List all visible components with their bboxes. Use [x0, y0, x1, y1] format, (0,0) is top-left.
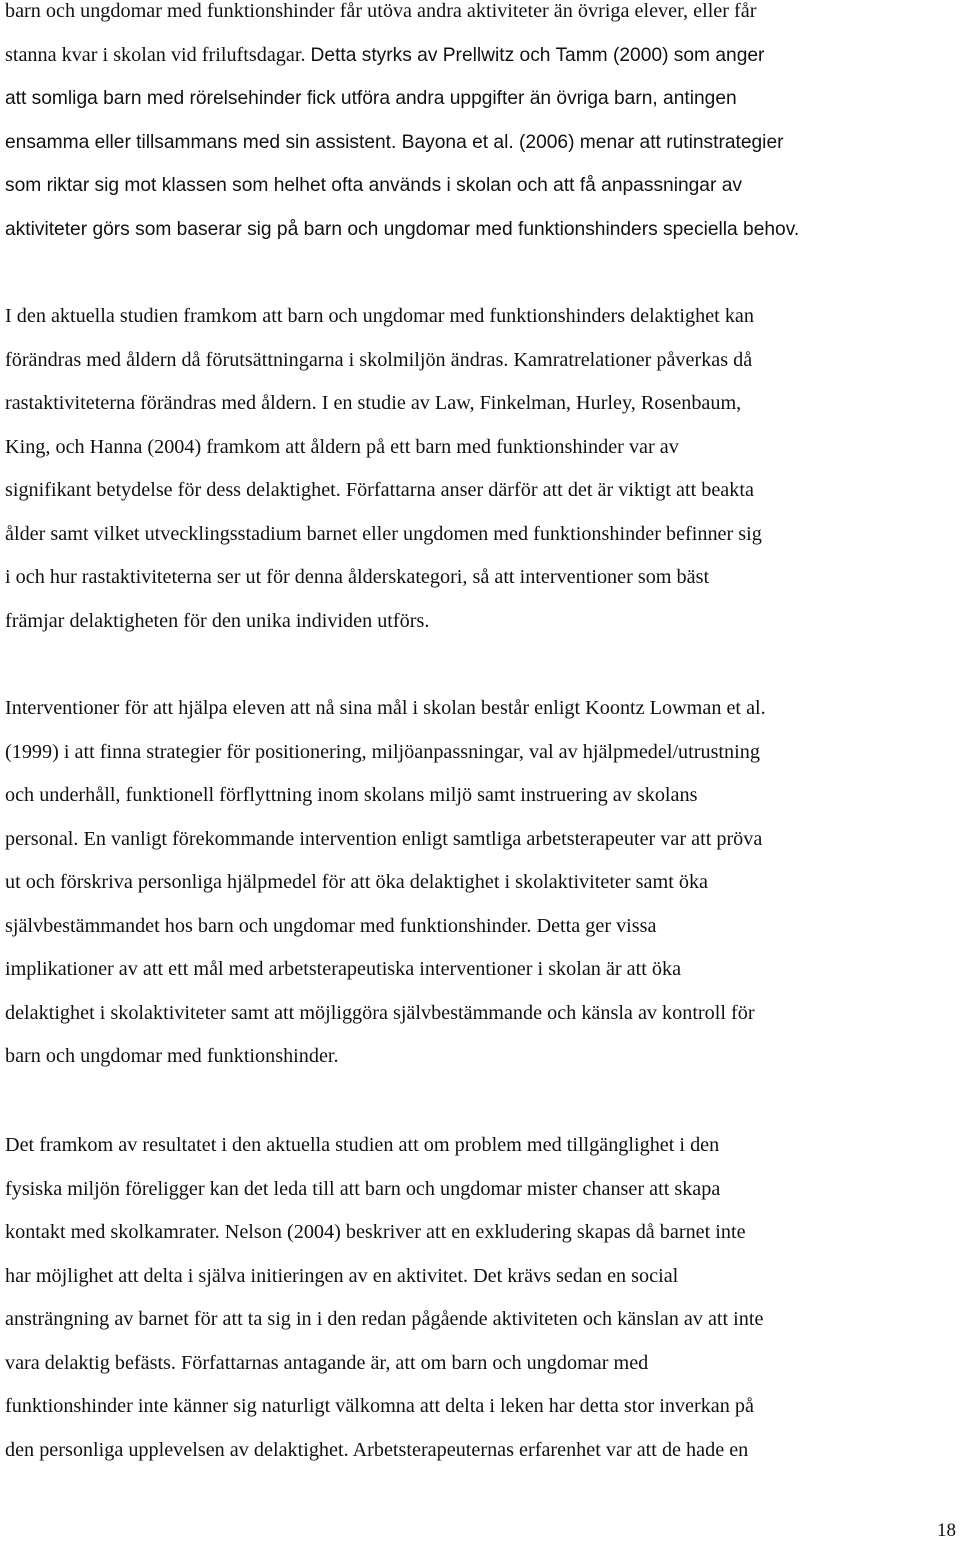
text-line: [5, 774, 955, 818]
text-segment: den personliga upplevelsen av delaktighet. Arbetsterapeuternas erfarenhet var att de hade en: [5, 1438, 749, 1461]
paragraph-2: [5, 295, 955, 643]
text-segment: delaktighet i skolaktiviteter samt att möjliggöra självbestämmande och känsla av kontroll för: [5, 1001, 755, 1024]
text-line: [5, 339, 955, 383]
text-line: [5, 1342, 955, 1386]
text-segment: ansträngning av barnet för att ta sig in i den redan pågående aktiviteten och känslan av att inte: [5, 1308, 764, 1330]
text-line: [5, 77, 955, 121]
text-segment: I den aktuella studien framkom att barn och ungdomar med funktionshinders delaktighet kan: [5, 305, 754, 327]
text-segment: kontakt med skolkamrater. Nelson (2004) beskriver att en exkludering skapas då barnet inte: [5, 1221, 746, 1243]
text-segment: signifikant betydelse för dess delaktighet. Författarna anser därför att det är viktigt att beakta: [5, 479, 754, 501]
text-segment: implikationer av att ett mål med arbetsterapeutiska interventioner i skolan är att öka: [5, 958, 682, 980]
paragraph-4: [5, 1124, 955, 1472]
text-line: [5, 992, 955, 1036]
text-segment: och underhåll, funktionell förflyttning inom skolans miljö samt instruering av skolans: [5, 784, 698, 806]
text-segment: fysiska miljön föreligger kan det leda till att barn och ungdomar mister chanser att skapa: [5, 1177, 721, 1200]
text-segment: (1999) i att finna strategier för positionering, miljöanpassningar, val av hjälpmedel/utrustning: [5, 740, 760, 763]
text-segment: i och hur rastaktiviteterna ser ut för denna ålderskategori, så att interventioner som bäst: [5, 566, 710, 588]
text-segment: ålder samt vilket utvecklingsstadium barnet eller ungdomen med funktionshinder befinner sig: [5, 522, 762, 545]
text-line: [5, 121, 955, 165]
text-segment: funktionshinder inte känner sig naturligt välkomna att delta i leken har detta stor inverkan på: [5, 1395, 754, 1417]
text-line: [5, 905, 955, 949]
text-segment: som riktar sig mot klassen som helhet ofta används i skolan och att få anpassningar av: [5, 175, 742, 196]
text-line: [5, 208, 955, 252]
text-segment: ensamma eller tillsammans med sin assistent. Bayona et al. (2006) menar att rutinstrategier: [5, 131, 784, 153]
text-line: [5, 469, 955, 513]
text-segment: rastaktiviteterna förändras med åldern. I en studie av Law, Finkelman, Hurley, Rosenbaum,: [5, 392, 742, 414]
text-line: [5, 1124, 955, 1168]
text-segment: King, och Hanna (2004) framkom att åldern på ett barn med funktionshinder var av: [5, 435, 679, 458]
text-line: [5, 600, 955, 644]
text-line: [5, 0, 955, 34]
text-segment: aktiviteter görs som baserar sig på barn och ungdomar med funktionshinders speciella behov.: [5, 218, 800, 240]
text-line: [5, 861, 955, 905]
text-line: [5, 1298, 955, 1342]
text-segment: att somliga barn med rörelsehinder fick utföra andra uppgifter än övriga barn, antingen: [5, 88, 737, 109]
text-segment: stanna kvar i skolan vid friluftsdagar.: [5, 43, 311, 66]
page-number: 18: [937, 1520, 956, 1541]
text-segment: förändras med åldern då förutsättningarna i skolmiljön ändras. Kamratrelationer påverkas då: [5, 348, 753, 371]
text-line: [5, 295, 955, 339]
text-segment: barn och ungdomar med funktionshinder.: [5, 1045, 339, 1067]
text-segment: Det framkom av resultatet i den aktuella studien att om problem med tillgänglighet i den: [5, 1134, 720, 1156]
text-segment: vara delaktig befästs. Författarnas antagande är, att om barn och ungdomar med: [5, 1351, 649, 1374]
text-segment: Detta styrks av Prellwitz och Tamm (2000) som anger: [310, 44, 765, 66]
text-segment: Interventioner för att hjälpa eleven att nå sina mål i skolan består enligt Koontz Lowman et al.: [5, 697, 766, 719]
text-line: [5, 731, 955, 775]
text-line: [5, 1255, 955, 1299]
text-segment: har möjlighet att delta i själva initieringen av en aktivitet. Det krävs sedan en social: [5, 1264, 679, 1287]
text-line: [5, 1385, 955, 1429]
text-line: [5, 34, 955, 78]
text-line: [5, 687, 955, 731]
text-line: [5, 948, 955, 992]
text-line: [5, 164, 955, 208]
text-line: [5, 1168, 955, 1212]
text-segment: ut och förskriva personliga hjälpmedel för att öka delaktighet i skolaktiviteter samt öka: [5, 871, 708, 893]
text-line: [5, 513, 955, 557]
text-line: [5, 1211, 955, 1255]
text-line: [5, 426, 955, 470]
text-line: [5, 382, 955, 426]
text-segment: personal. En vanligt förekommande intervention enligt samtliga arbetsterapeuter var att pröva: [5, 827, 763, 850]
text-segment: främjar delaktigheten för den unika individen utförs.: [5, 609, 430, 632]
text-line: [5, 556, 955, 600]
paragraph-3: [5, 687, 955, 1079]
text-segment: självbestämmandet hos barn och ungdomar med funktionshinder. Detta ger vissa: [5, 914, 657, 937]
paragraph-1: [5, 0, 955, 251]
text-line: [5, 1035, 955, 1079]
text-line: [5, 818, 955, 862]
text-segment: barn och ungdomar med funktionshinder får utöva andra aktiviteter än övriga elever, eller får: [5, 0, 757, 22]
text-line: [5, 1429, 955, 1473]
